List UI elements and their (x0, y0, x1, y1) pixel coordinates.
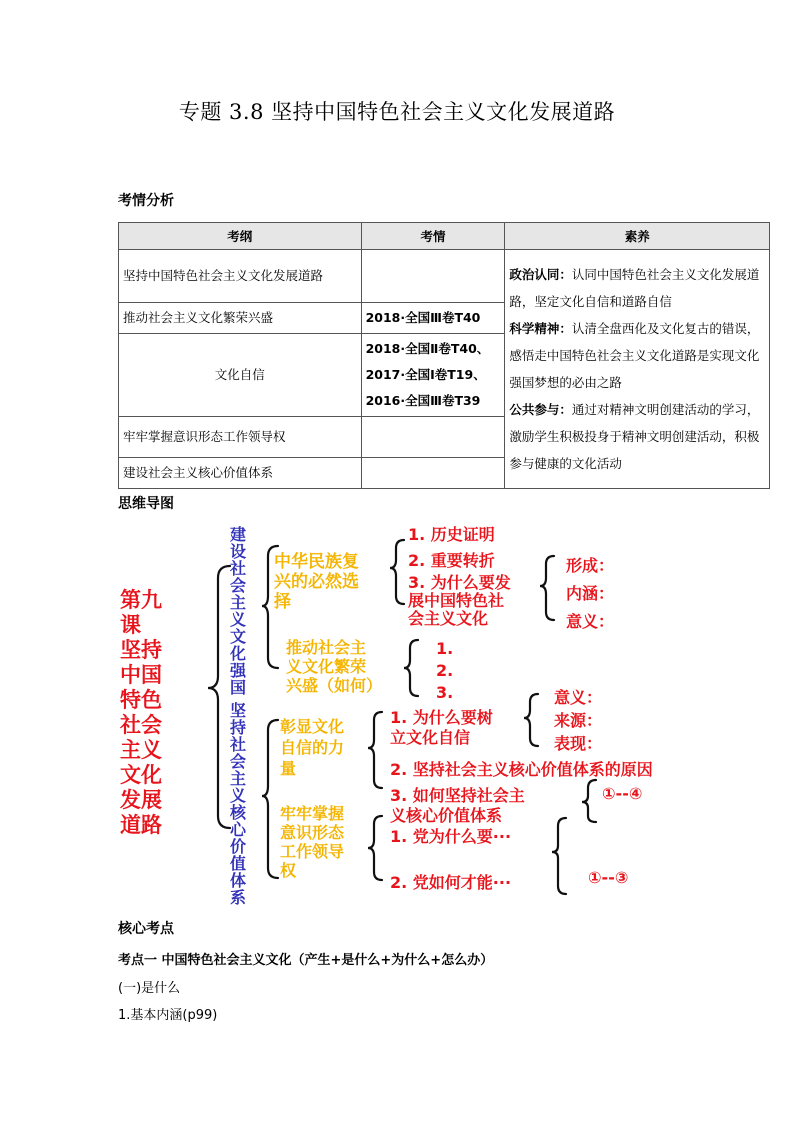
item: 来源： (554, 711, 603, 730)
node-line: 中华民族复 (274, 552, 359, 572)
outline-cell: 牢牢掌握意识形态工作领导权 (119, 417, 362, 458)
item: 2. 重要转折 (408, 551, 495, 570)
node-line: 义文化繁荣 (286, 657, 367, 676)
item: 立文化自信 (390, 728, 471, 747)
table-header: 素养 (505, 223, 770, 250)
node-items-1b (436, 638, 453, 704)
item: 意义： (566, 612, 615, 631)
node-items-2a (390, 708, 653, 826)
root-line: 特色 (120, 688, 162, 712)
outline-cell: 建设社会主义核心价值体系 (119, 458, 362, 489)
subheading-what: (一)是什么 (118, 981, 181, 996)
range-1-4: ①--④ (602, 784, 643, 803)
section-mind-map: 思维导图 (118, 496, 174, 512)
item: 内涵： (566, 584, 615, 603)
exam-line: 2017·全国Ⅰ卷T19、 (365, 367, 486, 382)
mind-map-root (120, 588, 162, 838)
node-line: 量 (280, 759, 297, 778)
outline-cell: 文化自信 (119, 334, 362, 417)
branch-build-culture: 建设社会主义文化强国 (230, 525, 247, 697)
node-items-1a (408, 526, 511, 628)
range-1-3: ①--③ (588, 868, 629, 887)
item: 2. (436, 661, 454, 680)
item: 1. (436, 639, 454, 658)
root-line: 文化 (120, 763, 162, 787)
node-line: 推动社会主 (286, 638, 367, 657)
exam-line: 2018·全国Ⅱ卷T40、 (365, 341, 490, 356)
root-line: 道路 (120, 813, 162, 837)
node-line: 权 (280, 861, 297, 880)
root-line: 中国 (120, 663, 162, 687)
node-item-party-why: 1. 党为什么要··· (390, 827, 512, 846)
node-item-party-how: 2. 党如何才能··· (390, 873, 512, 892)
item: 形成： (566, 556, 615, 575)
page-title: 专题 3.8 坚持中国特色社会主义文化发展道路 (178, 100, 616, 124)
section-exam-analysis: 考情分析 (118, 193, 174, 209)
root-line: 课 (120, 613, 141, 637)
node-national-rejuvenation (274, 552, 359, 612)
exam-cell (361, 334, 505, 417)
item: 3. 如何坚持社会主 (390, 786, 525, 805)
exam-cell (361, 458, 505, 489)
literacy-cell (505, 250, 770, 489)
literacy-text: 认清全盘西化及文化复古的错误，感悟走中国特色社会主义文化道路是实现文化强国梦想的必由之路 (509, 321, 760, 390)
table-header: 考纲 (119, 223, 362, 250)
node-line: 牢牢掌握 (280, 804, 345, 823)
section-core-points: 核心考点 (118, 921, 174, 937)
exam-cell: 2018·全国Ⅲ卷T40 (361, 303, 505, 334)
literacy-text: 认同中国特色社会主义文化发展道路，坚定文化自信和道路自信 (509, 267, 760, 309)
root-line: 发展 (120, 788, 162, 812)
root-line: 坚持 (120, 638, 162, 662)
mind-map (118, 516, 758, 906)
item: 意义： (554, 688, 603, 707)
item: 3. 为什么要发 (408, 573, 511, 592)
exam-cell (361, 417, 505, 458)
literacy-text: 通过对精神文明创建活动的学习，激励学生积极投身于精神文明创建活动，积极参与健康的文化活动 (509, 402, 760, 471)
item: 义核心价值体系 (390, 806, 503, 825)
node-line: 择 (274, 592, 291, 612)
item: 1. 为什么要树 (390, 708, 493, 727)
item: 展中国特色社 (408, 591, 505, 610)
node-sub-2a (554, 686, 602, 755)
item: 表现： (554, 734, 603, 753)
node-cultural-confidence (280, 716, 344, 779)
node-line: 意识形态 (280, 823, 345, 842)
subheading-basic-meaning: 1.基本内涵(p99) (118, 1008, 218, 1023)
exam-cell (361, 250, 505, 303)
literacy-label: 政治认同： (509, 267, 572, 282)
node-ideology-leadership (280, 804, 344, 880)
root-line: 主义 (120, 738, 162, 762)
node-line: 兴的必然选 (274, 572, 359, 592)
item: 会主义文化 (408, 609, 489, 628)
table-row (119, 250, 770, 303)
point-one-heading: 考点一 中国特色社会主义文化（产生+是什么+为什么+怎么办） (118, 953, 494, 968)
node-line: 自信的力 (280, 738, 345, 757)
exam-analysis-table (118, 222, 770, 489)
node-line: 工作领导 (280, 842, 345, 861)
literacy-label: 公共参与： (509, 402, 572, 417)
root-line: 第九 (120, 588, 162, 612)
node-line: 彰显文化 (280, 717, 345, 736)
literacy-label: 科学精神： (509, 321, 572, 336)
node-promote-culture (286, 638, 382, 695)
root-line: 社会 (120, 713, 162, 737)
item: 2. 坚持社会主义核心价值体系的原因 (390, 760, 653, 779)
node-line: 兴盛（如何） (286, 676, 383, 695)
branch-core-values: 坚持社会主义核心价值体系 (230, 701, 247, 907)
exam-line: 2016·全国Ⅲ卷T39 (365, 393, 481, 408)
table-header-row (119, 223, 770, 250)
item: 3. (436, 683, 454, 702)
outline-cell: 坚持中国特色社会主义文化发展道路 (119, 250, 362, 303)
table-header: 考情 (361, 223, 505, 250)
outline-cell: 推动社会主义文化繁荣兴盛 (119, 303, 362, 334)
item: 1. 历史证明 (408, 525, 495, 544)
node-sub-1a (566, 552, 614, 636)
